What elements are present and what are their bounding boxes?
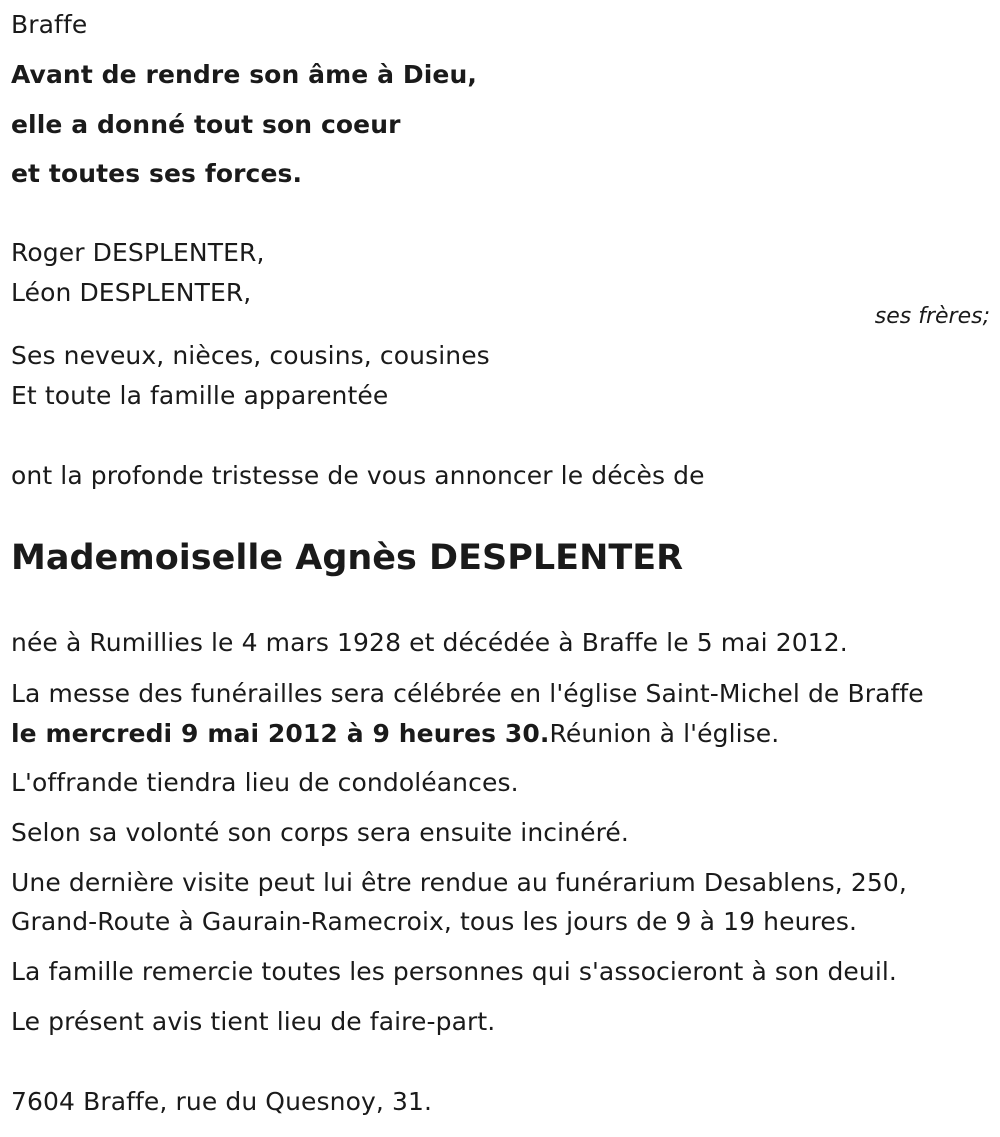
relation-label: ses frères;: [874, 304, 990, 329]
funeral-date: le mercredi 9 mai 2012 à 9 heures 30.: [11, 719, 550, 748]
family-others-2: Et toute la famille apparentée: [11, 381, 389, 410]
visit-text-2: Grand-Route à Gaurain-Ramecroix, tous les jours de 9 à 19 heures.: [11, 907, 857, 936]
funeral-mass-text: La messe des funérailles sera célébrée en l'église Saint-Michel de Braffe: [11, 679, 924, 708]
deceased-name: Mademoiselle Agnès DESPLENTER: [11, 538, 684, 578]
family-others-1: Ses neveux, nièces, cousins, cousines: [11, 341, 490, 370]
address-text: 7604 Braffe, rue du Quesnoy, 31.: [11, 1087, 433, 1116]
epigraph-line-2: elle a donné tout son coeur: [11, 110, 401, 139]
offering-text: L'offrande tiendra lieu de condoléances.: [11, 768, 519, 797]
cremation-text: Selon sa volonté son corps sera ensuite incinéré.: [11, 818, 629, 847]
meeting-place: Réunion à l'église.: [549, 719, 780, 748]
family-name-2: Léon DESPLENTER,: [11, 278, 252, 307]
visit-text-1: Une dernière visite peut lui être rendue au funérarium Desablens, 250,: [11, 868, 907, 897]
epigraph-line-3: et toutes ses forces.: [11, 159, 303, 188]
thanks-text: La famille remercie toutes les personnes qui s'associeront à son deuil.: [11, 957, 897, 986]
funeral-date-line: [11, 719, 779, 749]
family-name-1: Roger DESPLENTER,: [11, 238, 265, 267]
epigraph-line-1: Avant de rendre son âme à Dieu,: [11, 60, 477, 89]
place-name: Braffe: [11, 10, 88, 39]
birth-death-text: née à Rumillies le 4 mars 1928 et décédée à Braffe le 5 mai 2012.: [11, 628, 848, 657]
announcement-text: ont la profonde tristesse de vous annoncer le décès de: [11, 461, 705, 490]
notice-text: Le présent avis tient lieu de faire-part.: [11, 1007, 496, 1036]
